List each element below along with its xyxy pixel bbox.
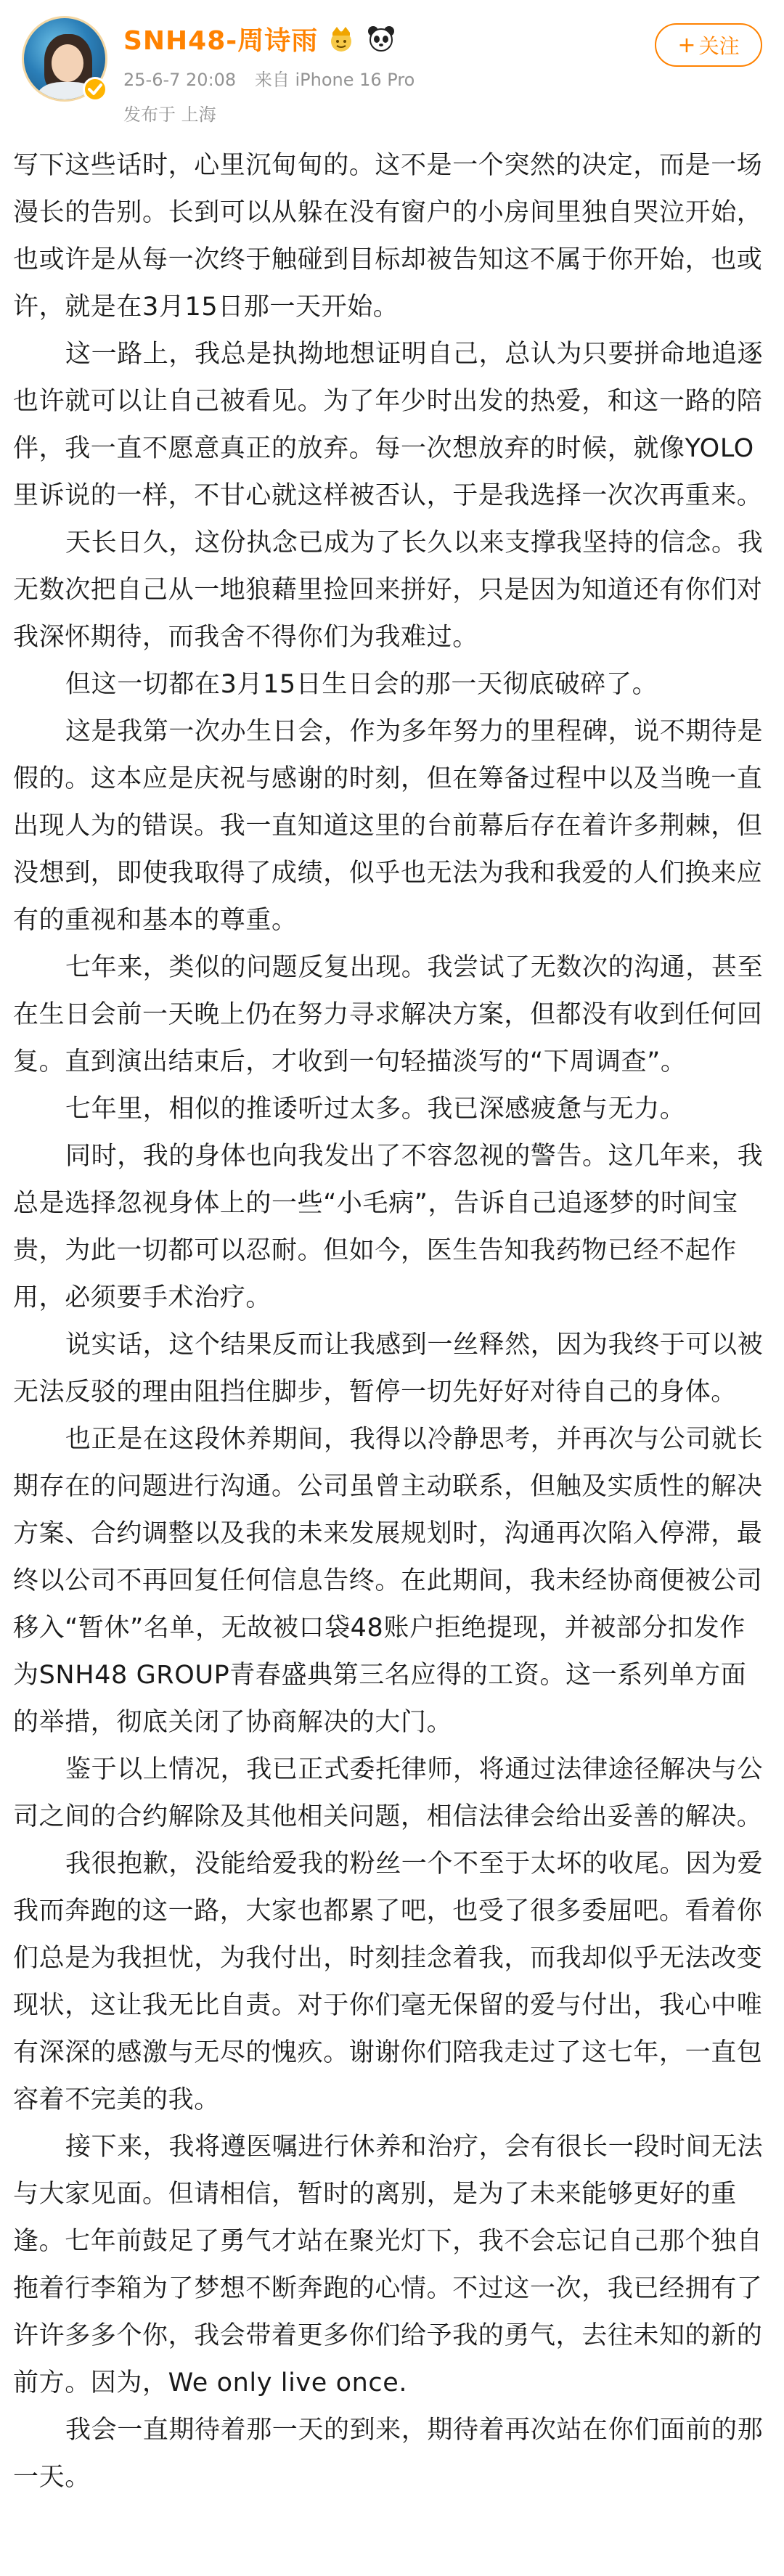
paragraph: 但这一切都在3月15日生日会的那一天彻底破碎了。 xyxy=(65,670,658,699)
paragraph: 天长日久，这份执念已成为了长久以来支撑我坚持的信念。我无数次把自己从一地狼藉里捡回来拼好，只是因为知道还有你们对我深怀期待，而我舍不得你们为我难过。 xyxy=(13,528,764,652)
avatar[interactable] xyxy=(22,16,107,102)
paragraph: 接下来，我将遵医嘱进行休养和治疗，会有很长一段时间无法与大家见面。但请相信，暂时的离别，是为了未来能够更好的重逢。七年前鼓足了勇气才站在聚光灯下，我不会忘记自己那个独自拖着行李箱为了梦想不断奔跑的心情。不过这一次，我已经拥有了许许多多个你，我会带着更多你们给予我的勇气，去往未知的新的前方。因为，We only live once. xyxy=(13,2133,764,2397)
plus-icon: + xyxy=(677,32,696,58)
paragraph: 七年来，类似的问题反复出现。我尝试了无数次的沟通，甚至在生日会前一天晚上仍在努力寻求解决方案，但都没有收到任何回复。直到演出结束后，才收到一句轻描淡写的“下周调查”。 xyxy=(13,953,764,1076)
post-location: 发布于 上海 xyxy=(123,105,216,125)
post-content xyxy=(13,142,771,2501)
paragraph: 这一路上，我总是执拗地想证明自己，总认为只要拼命地追逐也许就可以让自己被看见。为了年少时出发的热爱，和这一路的陪伴，我一直不愿意真正的放弃。每一次想放弃的时候，就像YOLO里诉说的一样，不甘心就这样被否认，于是我选择一次次再重来。 xyxy=(13,340,764,510)
post-source: 来自 iPhone 16 Pro xyxy=(254,70,415,90)
paragraph: 同时，我的身体也向我发出了不容忽视的警告。这几年来，我总是选择忽视身体上的一些“小毛病”，告诉自己追逐梦的时间宝贵，为此一切都可以忍耐。但如今，医生告知我药物已经不起作用，必须要手术治疗。 xyxy=(13,1142,764,1312)
follow-button[interactable] xyxy=(655,23,762,67)
post-header xyxy=(0,0,784,138)
name-row xyxy=(123,20,356,57)
paragraph: 七年里，相似的推诿听过太多。我已深感疲惫与无力。 xyxy=(65,1095,686,1124)
paragraph: 鉴于以上情况，我已正式委托律师，将通过法律途径解决与公司之间的合约解除及其他相关问题，相信法律会给出妥善的解决。 xyxy=(13,1755,764,1831)
paragraph: 写下这些话时，心里沉甸甸的。这不是一个突然的决定，而是一场漫长的告别。长到可以从躲在没有窗户的小房间里独自哭泣开始，也或许是从每一次终于触碰到目标却被告知这不属于你开始，也或许，就是在3月15日那一天开始。 xyxy=(13,151,763,322)
post-meta xyxy=(123,65,428,91)
follow-button-label: 关注 xyxy=(698,34,740,58)
verified-badge-icon xyxy=(83,77,107,102)
username[interactable]: SNH48-周诗雨 xyxy=(123,25,319,56)
paragraph: 我会一直期待着那一天的到来，期待着再次站在你们面前的那一天。 xyxy=(13,2416,764,2492)
crown-bear-emoji-icon xyxy=(327,24,356,53)
paragraph: 说实话，这个结果反而让我感到一丝释然，因为我终于可以被无法反驳的理由阻挡住脚步，暂停一切先好好对待自己的身体。 xyxy=(13,1330,764,1407)
paragraph: 我很抱歉，没能给爱我的粉丝一个不至于太坏的收尾。因为爱我而奔跑的这一路，大家也都累了吧，也受了很多委屈吧。看着你们总是为我担忧，为我付出，时刻挂念着我，而我却似乎无法改变现状，这让我无比自责。对于你们毫无保留的爱与付出，我心中唯有深深的感激与无尽的愧疚。谢谢你们陪我走过了这七年，一直包容着不完美的我。 xyxy=(13,1849,764,2114)
paragraph: 这是我第一次办生日会，作为多年努力的里程碑，说不期待是假的。这本应是庆祝与感谢的时刻，但在筹备过程中以及当晚一直出现人为的错误。我一直知道这里的台前幕后存在着许多荆棘，但没想到，即使我取得了成绩，似乎也无法为我和我爱的人们换来应有的重视和基本的尊重。 xyxy=(13,717,764,935)
paragraph: 也正是在这段休养期间，我得以冷静思考，并再次与公司就长期存在的问题进行沟通。公司虽曾主动联系，但触及实质性的解决方案、合约调整以及我的未来发展规划时，沟通再次陷入停滞，最终以公司不再回复任何信息告终。在此期间，我未经协商便被公司移入“暂休”名单，无故被口袋48账户拒绝提现，并被部分扣发作为SNH48 GROUP青春盛典第三名应得的工资。这一系列单方面的举措，彻底关闭了协商解决的大门。 xyxy=(13,1425,764,1737)
post-date: 25-6-7 20:08 xyxy=(123,70,237,90)
